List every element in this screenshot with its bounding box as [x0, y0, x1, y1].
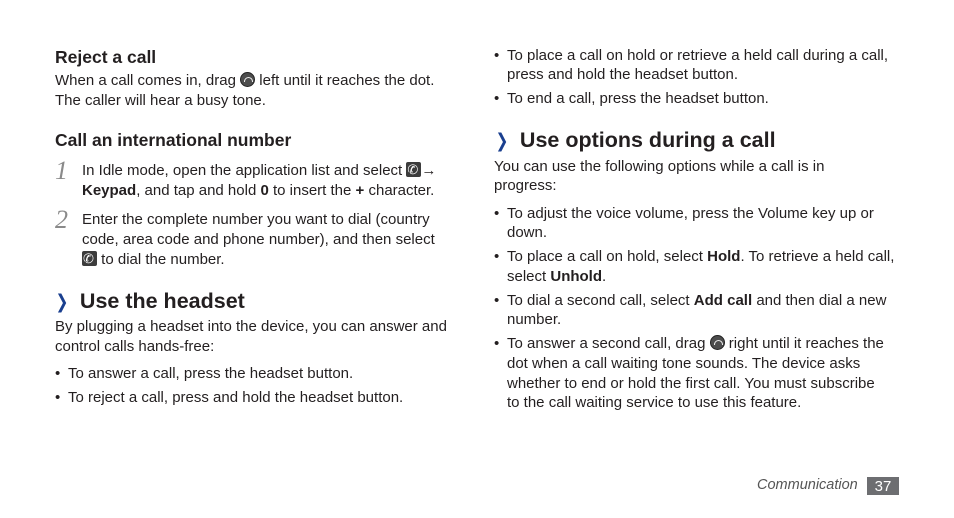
step1-line1: In Idle mode, open the application list and select ✆ →	[82, 161, 436, 181]
step2-line3: ✆ to dial the number.	[82, 250, 225, 270]
hold-option-bullet-line1: • To place a call on hold, select Hold. To retrieve a held call,	[507, 247, 894, 267]
headset-intro-line1: By plugging a headset into the device, you can answer and	[55, 318, 447, 335]
page-number: 37	[867, 477, 899, 495]
options-intro-line1: You can use the following options while a call is in	[494, 158, 825, 175]
second-call-bullet-line3: whether to end or hold the first call. You must subscribe	[507, 375, 875, 392]
call-drag-icon	[240, 72, 255, 87]
use-options-heading: ❯ Use options during a call	[495, 128, 776, 152]
options-intro-line2: progress:	[494, 177, 557, 194]
intl-call-heading: Call an international number	[55, 130, 292, 150]
use-headset-heading: ❯ Use the headset	[55, 289, 245, 313]
end-call-bullet: • To end a call, press the headset button.	[507, 89, 769, 109]
headset-bullet-reject: • To reject a call, press and hold the headset button.	[68, 388, 403, 408]
chevron-right-icon: ❯	[495, 131, 509, 152]
chevron-right-icon: ❯	[55, 292, 69, 313]
add-call-bullet-line1: • To dial a second call, select Add call and then dial a new	[507, 291, 886, 311]
headset-bullet-answer: • To answer a call, press the headset button.	[68, 364, 353, 384]
reject-call-text-line2: The caller will hear a busy tone.	[55, 92, 266, 109]
second-call-bullet-line1: • To answer a second call, drag right until it reaches the	[507, 334, 884, 354]
step2-line1: Enter the complete number you want to dial (country	[82, 211, 430, 228]
hold-option-bullet-line2: select Unhold.	[507, 268, 607, 285]
hold-bullet-line2: press and hold the headset button.	[507, 66, 739, 83]
phone-call-icon	[406, 162, 421, 177]
add-call-bullet-line2: number.	[507, 311, 562, 328]
second-call-bullet-line4: to the call waiting service to use this feature.	[507, 394, 802, 411]
volume-bullet-line1: • To adjust the voice volume, press the Volume key up or	[507, 204, 874, 224]
step-number-1: 1	[55, 156, 68, 185]
step2-line2: code, area code and phone number), and then select	[82, 231, 435, 248]
headset-intro-line2: control calls hands-free:	[55, 338, 215, 355]
call-drag-icon	[710, 335, 725, 350]
footer-section-label: Communication	[757, 477, 858, 493]
volume-bullet-line2: down.	[507, 224, 548, 241]
reject-call-text-line1: When a call comes in, drag left until it reaches the dot.	[55, 72, 435, 89]
step1-line2: Keypad, and tap and hold 0 to insert the + character.	[82, 182, 435, 199]
reject-call-heading: Reject a call	[55, 47, 157, 67]
step-number-2: 2	[55, 205, 68, 234]
phone-call-icon	[82, 251, 97, 266]
hold-bullet-line1: • To place a call on hold or retrieve a held call during a call,	[507, 46, 888, 66]
second-call-bullet-line2: dot when a call waiting tone sounds. The device asks	[507, 355, 861, 372]
